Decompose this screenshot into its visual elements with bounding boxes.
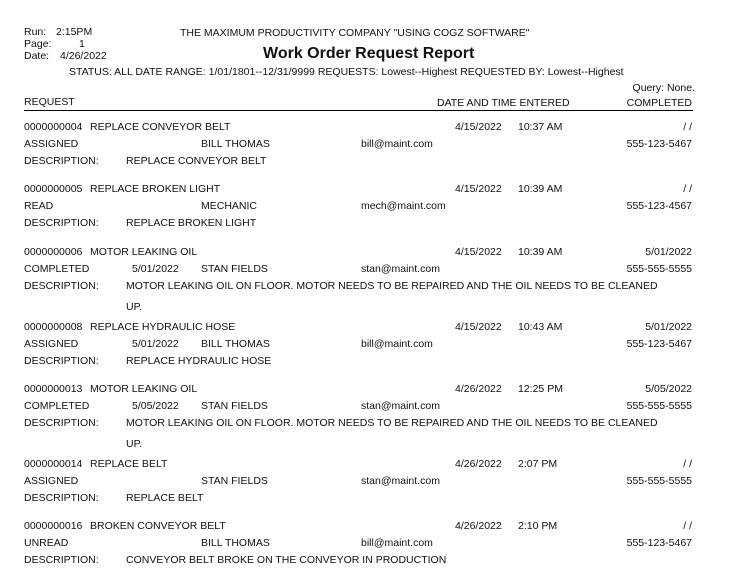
description-text: REPLACE BROKEN LIGHT bbox=[126, 217, 257, 229]
run-value: 2:15PM bbox=[56, 26, 93, 38]
request-id: 0000000016 bbox=[24, 520, 83, 532]
request-id: 0000000006 bbox=[24, 246, 83, 258]
assignee-email: bill@maint.com bbox=[361, 338, 433, 350]
request-status: ASSIGNED bbox=[24, 338, 79, 350]
column-request: REQUEST bbox=[24, 96, 75, 108]
request-id: 0000000005 bbox=[24, 183, 83, 195]
entered-date: 4/26/2022 bbox=[455, 458, 502, 470]
assignee-phone: 555-123-5467 bbox=[626, 537, 692, 549]
assignee-email: bill@maint.com bbox=[361, 138, 433, 150]
assignee: BILL THOMAS bbox=[201, 537, 270, 549]
assignee: BILL THOMAS bbox=[201, 338, 270, 350]
entered-date: 4/15/2022 bbox=[455, 183, 502, 195]
entered-time: 2:10 PM bbox=[518, 520, 558, 532]
request-status: UNREAD bbox=[24, 537, 69, 549]
request-id: 0000000013 bbox=[24, 383, 83, 395]
entered-time: 10:39 AM bbox=[518, 183, 563, 195]
description-label: DESCRIPTION: bbox=[24, 417, 99, 429]
company-name: THE MAXIMUM PRODUCTIVITY COMPANY "USING COGZ SOFTWARE" bbox=[180, 27, 530, 39]
header-divider bbox=[24, 110, 693, 111]
description-label: DESCRIPTION: bbox=[24, 217, 99, 229]
page-value: 1 bbox=[79, 38, 85, 50]
assignee-phone: 555-123-4567 bbox=[626, 200, 692, 212]
request-title: MOTOR LEAKING OIL bbox=[90, 383, 198, 395]
page-label: Page: bbox=[24, 38, 52, 50]
request-id: 0000000014 bbox=[24, 458, 83, 470]
request-title: REPLACE HYDRAULIC HOSE bbox=[90, 321, 236, 333]
request-id: 0000000008 bbox=[24, 321, 83, 333]
request-title: MOTOR LEAKING OIL bbox=[90, 246, 198, 258]
description-label: DESCRIPTION: bbox=[24, 492, 99, 504]
entered-date: 4/15/2022 bbox=[455, 321, 502, 333]
request-id: 0000000004 bbox=[24, 121, 83, 133]
completed-date: 5/05/2022 bbox=[645, 383, 692, 395]
entered-time: 10:39 AM bbox=[518, 246, 563, 258]
assignee-phone: 555-555-5555 bbox=[626, 400, 692, 412]
request-status: COMPLETED bbox=[24, 400, 90, 412]
description-text: MOTOR LEAKING OIL ON FLOOR. MOTOR NEEDS TO BE REPAIRED AND THE OIL NEEDS TO BE CLEANED bbox=[126, 280, 658, 292]
entered-date: 4/15/2022 bbox=[455, 246, 502, 258]
assignee: STAN FIELDS bbox=[201, 475, 268, 487]
description-text-cont: UP. bbox=[126, 301, 143, 313]
assignee-phone: 555-555-5555 bbox=[626, 263, 692, 275]
entered-time: 2:07 PM bbox=[518, 458, 558, 470]
description-text: CONVEYOR BELT BROKE ON THE CONVEYOR IN PRODUCTION bbox=[126, 554, 447, 566]
assignee-email: stan@maint.com bbox=[361, 475, 440, 487]
entered-time: 10:43 AM bbox=[518, 321, 563, 333]
entered-time: 12:25 PM bbox=[518, 383, 563, 395]
entered-date: 4/26/2022 bbox=[455, 383, 502, 395]
description-label: DESCRIPTION: bbox=[24, 280, 99, 292]
description-label: DESCRIPTION: bbox=[24, 155, 99, 167]
description-text-cont: UP. bbox=[126, 438, 143, 450]
column-date-time: DATE AND TIME ENTERED bbox=[437, 97, 570, 109]
completed-date: / / bbox=[683, 183, 692, 195]
description-text: MOTOR LEAKING OIL ON FLOOR. MOTOR NEEDS TO BE REPAIRED AND THE OIL NEEDS TO BE CLEANED bbox=[126, 417, 658, 429]
assignee: BILL THOMAS bbox=[201, 138, 270, 150]
request-title: REPLACE BELT bbox=[90, 458, 168, 470]
request-title: REPLACE CONVEYOR BELT bbox=[90, 121, 231, 133]
request-status: ASSIGNED bbox=[24, 475, 79, 487]
completed-date: 5/01/2022 bbox=[645, 321, 692, 333]
request-status: COMPLETED bbox=[24, 263, 90, 275]
completed-date: / / bbox=[683, 458, 692, 470]
run-label: Run: bbox=[24, 26, 47, 38]
assignee: MECHANIC bbox=[201, 200, 258, 212]
assignee: STAN FIELDS bbox=[201, 263, 268, 275]
entered-date: 4/26/2022 bbox=[455, 520, 502, 532]
description-text: REPLACE CONVEYOR BELT bbox=[126, 155, 267, 167]
entered-time: 10:37 AM bbox=[518, 121, 563, 133]
status-date: 5/01/2022 bbox=[132, 263, 179, 275]
request-status: READ bbox=[24, 200, 54, 212]
assignee-email: stan@maint.com bbox=[361, 400, 440, 412]
assignee: STAN FIELDS bbox=[201, 400, 268, 412]
query-text: Query: None. bbox=[632, 82, 695, 94]
entered-date: 4/15/2022 bbox=[455, 121, 502, 133]
status-date: 5/01/2022 bbox=[132, 338, 179, 350]
column-completed: COMPLETED bbox=[626, 97, 692, 109]
date-label: Date: bbox=[24, 50, 50, 62]
assignee-phone: 555-555-5555 bbox=[626, 475, 692, 487]
description-text: REPLACE HYDRAULIC HOSE bbox=[126, 355, 272, 367]
completed-date: / / bbox=[683, 520, 692, 532]
assignee-phone: 555-123-5467 bbox=[626, 138, 692, 150]
description-label: DESCRIPTION: bbox=[24, 554, 99, 566]
completed-date: 5/01/2022 bbox=[645, 246, 692, 258]
report-title: Work Order Request Report bbox=[263, 45, 475, 62]
description-label: DESCRIPTION: bbox=[24, 355, 99, 367]
assignee-phone: 555-123-5467 bbox=[626, 338, 692, 350]
date-value: 4/26/2022 bbox=[60, 50, 107, 62]
request-title: BROKEN CONVEYOR BELT bbox=[90, 520, 226, 532]
assignee-email: stan@maint.com bbox=[361, 263, 440, 275]
description-text: REPLACE BELT bbox=[126, 492, 204, 504]
assignee-email: mech@maint.com bbox=[361, 200, 446, 212]
status-filter-line: STATUS: ALL DATE RANGE: 1/01/1801--12/31/9999 REQUESTS: Lowest--Highest REQUESTED BY: Lowest--Highest bbox=[69, 66, 624, 78]
request-title: REPLACE BROKEN LIGHT bbox=[90, 183, 221, 195]
status-date: 5/05/2022 bbox=[132, 400, 179, 412]
request-status: ASSIGNED bbox=[24, 138, 79, 150]
completed-date: / / bbox=[683, 121, 692, 133]
assignee-email: bill@maint.com bbox=[361, 537, 433, 549]
